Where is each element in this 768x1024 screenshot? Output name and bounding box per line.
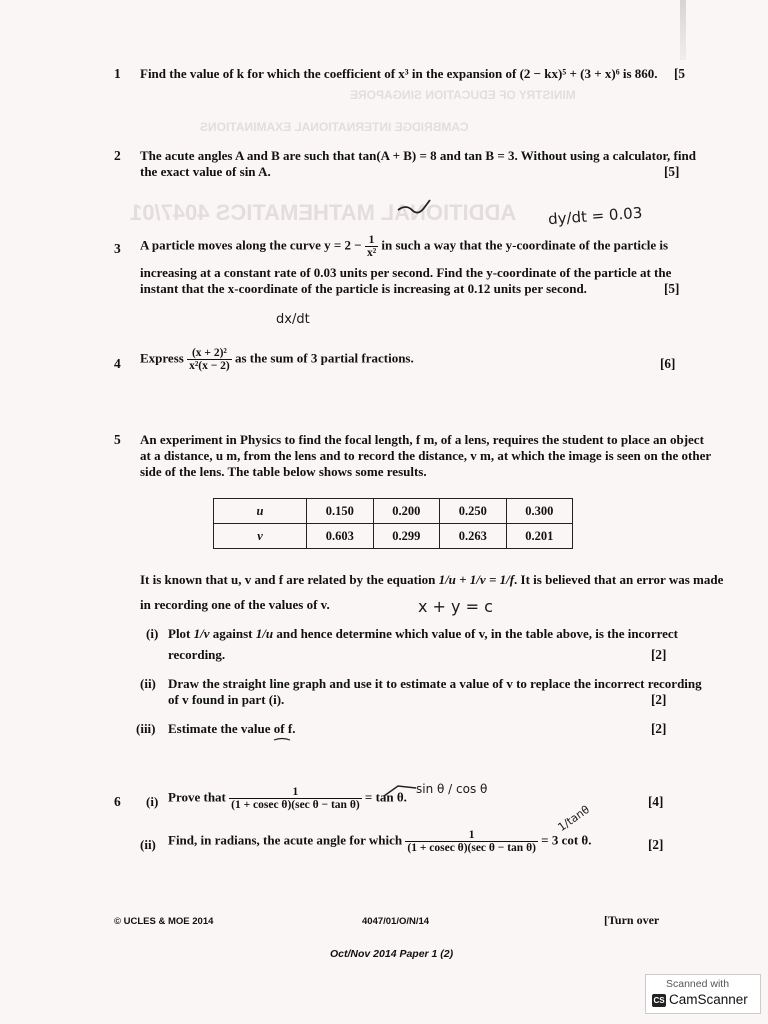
question-text: An experiment in Physics to find the focal length, f m, of a lens, requires the student to place an object [140, 432, 704, 447]
numerator: 1 [405, 829, 538, 842]
denominator: x²(x − 2) [189, 360, 230, 372]
table-cell: 0.603 [307, 524, 374, 549]
scanned-with-label: Scanned with [666, 978, 730, 990]
handwritten-note: 1/tanθ [555, 803, 592, 834]
bleed-through-text: MINISTRY OF EDUCATION SINGAPORE [350, 88, 576, 102]
camscanner-logo-icon: CS [653, 996, 665, 1005]
question-text-part: as the sum of 3 partial fractions. [235, 350, 414, 366]
question-text-part: Plot [168, 626, 191, 641]
bleed-through-text: ADDITIONAL MATHEMATICS 4047/01 [130, 200, 517, 225]
question-text-part: A particle moves along the curve y = 2 − [140, 237, 362, 253]
marks: [2] [651, 692, 667, 707]
numerator: 1 [229, 786, 362, 799]
marks: [6] [660, 356, 676, 371]
question-number: 4 [114, 356, 121, 371]
part-label: (i) [146, 626, 159, 641]
question-text-part: = tan θ. [364, 789, 407, 805]
question-text-part: . It is believed that an error was made [514, 572, 724, 587]
marks: [4] [648, 794, 664, 809]
table-cell: 0.299 [373, 524, 440, 549]
question-text: increasing at a constant rate of 0.03 units per second. Find the y-coordinate of the particle at the [140, 265, 672, 280]
part-label: (ii) [140, 837, 156, 852]
fraction [229, 786, 362, 811]
question-text [140, 572, 723, 587]
marks: [5] [664, 164, 680, 179]
question-text: Find the value of k for which the coefficient of x³ in the expansion of (2 − kx)⁵ + (3 + x)⁶ is 860. [140, 66, 658, 81]
handwritten-note: sin θ / cos θ [416, 782, 488, 796]
handwritten-note: x + y = c [418, 597, 493, 616]
question-text-part: and hence determine which value of v, in the table above, is the incorrect [276, 626, 679, 641]
part-label: (i) [146, 794, 159, 809]
table-cell: 0.201 [506, 524, 573, 549]
page-edge [680, 0, 686, 60]
results-table [213, 498, 573, 549]
denominator: (1 + cosec θ)(sec θ − tan θ) [231, 799, 360, 811]
question-text: at a distance, u m, from the lens and to record the distance, v m, at which the image is seen on the other [140, 448, 712, 463]
question-text [168, 829, 591, 854]
scanner-badge [645, 974, 761, 1014]
question-text-part: = 3 cot θ. [541, 832, 592, 848]
question-number: 3 [114, 241, 121, 256]
handwritten-note: dx/dt [276, 312, 310, 327]
question-text-part: against [212, 626, 253, 641]
part-label: (ii) [140, 676, 156, 691]
question-text-part: in such a way that the y-coordinate of the particle is [381, 237, 669, 253]
table-cell: 0.263 [440, 524, 507, 549]
question-text [168, 626, 678, 641]
table-cell: 0.250 [440, 499, 507, 524]
question-text-part: Prove that [168, 789, 226, 805]
question-text: the exact value of sin A. [140, 164, 271, 179]
table-cell: 0.200 [373, 499, 440, 524]
question-number: 5 [114, 432, 121, 447]
handwritten-note: dy/dt = 0.03 [547, 203, 643, 229]
question-text: The acute angles A and B are such that tan(A + B) = 8 and tan B = 3. Without using a calculator, find [140, 148, 696, 163]
fraction [405, 829, 538, 854]
question-text: side of the lens. The table below shows some results. [140, 464, 427, 479]
question-text: in recording one of the values of v. [140, 597, 330, 612]
question-text: of v found in part (i). [168, 692, 285, 707]
question-number: 2 [114, 148, 121, 163]
question-text [168, 786, 407, 811]
equation: 1/u + 1/v = 1/f [438, 572, 515, 587]
fraction [187, 347, 232, 372]
numerator: 1 [365, 234, 378, 247]
table-cell: v [214, 524, 307, 549]
question-text-part: It is known that u, v and f are related by the equation [140, 572, 436, 587]
question-text: recording. [168, 647, 226, 662]
question-number: 1 [114, 66, 121, 81]
question-text: Draw the straight line graph and use it to estimate a value of v to replace the incorrect recording [168, 676, 702, 691]
bleed-through-text: CAMBRIDGE INTERNATIONAL EXAMINATIONS [200, 120, 469, 134]
denominator: x² [366, 247, 377, 259]
paper-code: 4047/01/O/N/14 [362, 916, 430, 927]
marks: [5 [674, 66, 685, 81]
session-label: Oct/Nov 2014 Paper 1 (2) [330, 948, 454, 960]
numerator: (x + 2)² [187, 347, 232, 360]
marks: [2] [648, 837, 664, 852]
marks: [5] [664, 281, 680, 296]
turn-over: [Turn over [604, 913, 660, 927]
fraction: 1/v [193, 626, 210, 641]
question-text [140, 234, 668, 259]
question-text-part: Find, in radians, the acute angle for which [168, 832, 403, 848]
marks: [2] [651, 721, 667, 736]
question-text [140, 347, 414, 372]
marks: [2] [651, 647, 667, 662]
brand-label: CamScanner [669, 992, 748, 1007]
part-label: (iii) [136, 721, 156, 736]
denominator: (1 + cosec θ)(sec θ − tan θ) [407, 842, 536, 854]
question-text-part: Express [140, 350, 184, 366]
question-number: 6 [114, 794, 121, 809]
question-text: Estimate the value of f. [168, 721, 296, 736]
table-cell: u [214, 499, 307, 524]
table-cell: 0.150 [307, 499, 374, 524]
question-text: instant that the x-coordinate of the particle is increasing at 0.12 units per second. [140, 281, 587, 296]
table-cell: 0.300 [506, 499, 573, 524]
table-row [214, 524, 573, 549]
copyright: © UCLES & MOE 2014 [114, 916, 214, 927]
table-row [214, 499, 573, 524]
fraction [365, 234, 378, 259]
fraction: 1/u [255, 626, 274, 641]
